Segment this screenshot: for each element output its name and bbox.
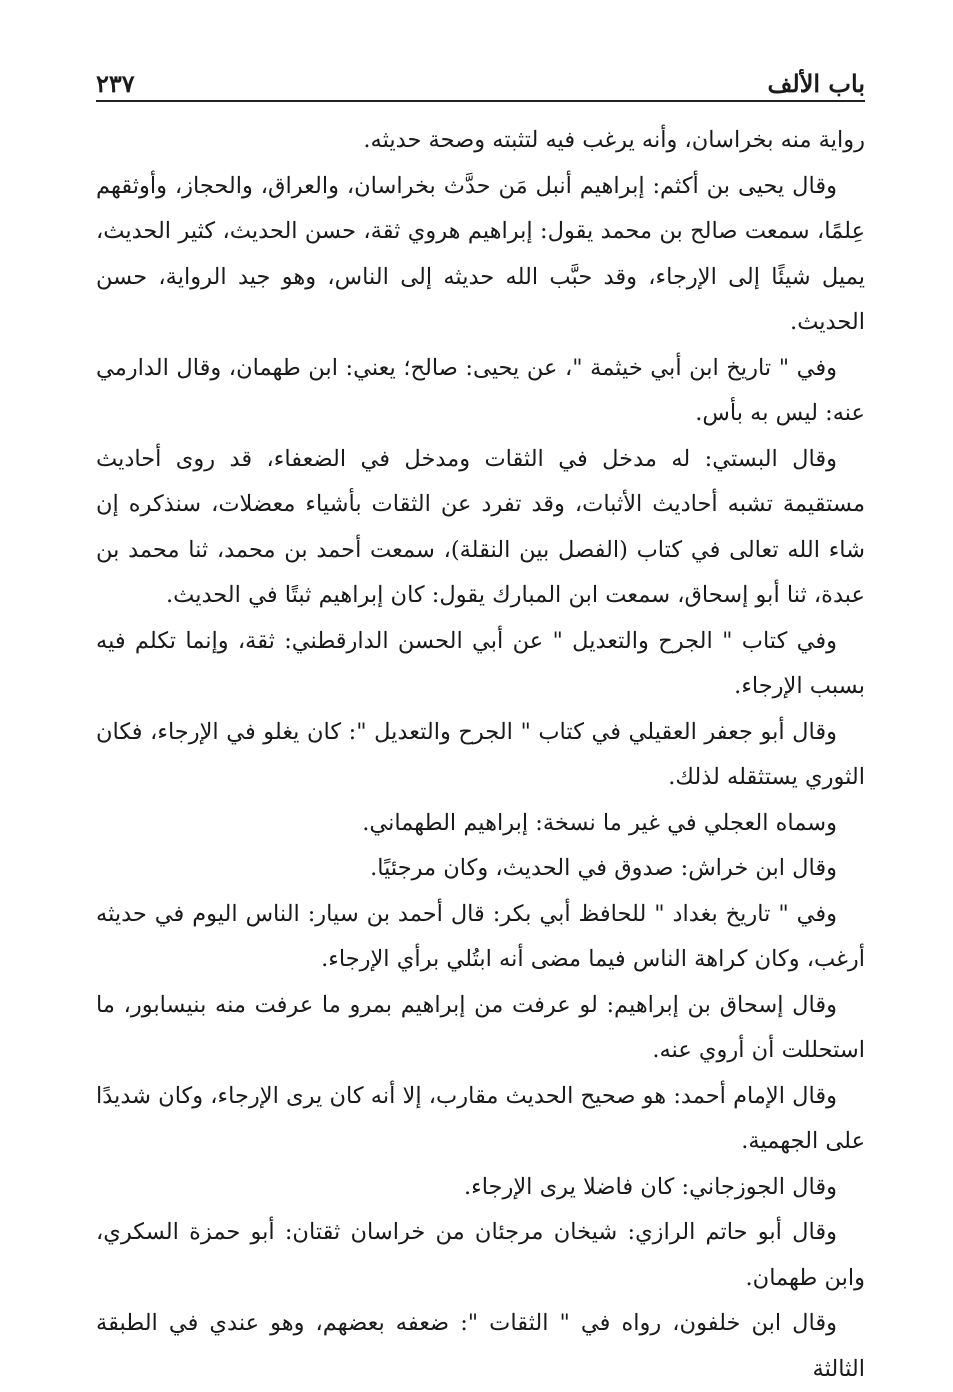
paragraph: وقال الجوزجاني: كان فاضلا يرى الإرجاء. <box>463 1173 837 1200</box>
paragraph: وقال إسحاق بن إبراهيم: لو عرفت من إبراهيم بمرو ما عرفت منه بنيسابور، ما استحللت أن أروي عنه. <box>96 991 865 1063</box>
paragraph: وفي كتاب " الجرح والتعديل " عن أبي الحسن الدارقطني: ثقة، وإنما تكلم فيه بسبب الإرجاء. <box>96 627 865 699</box>
paragraph: وقال ابن خراش: صدوق في الحديث، وكان مرجئيًا. <box>370 855 837 881</box>
paragraph: وقال البستي: له مدخل في الثقات ومدخل في الضعفاء، قد روى أحاديث مستقيمة تشبه أحاديث الأثبات، وقد تفرد عن الثقات بأشياء معضلات، سنذكره إن شاء الله تعالى في كتاب (الفصل بين النقلة)، سمعت أحمد بن محمد، ثنا محمد بن عبدة، ثنا أبو إسحاق، سمعت ابن المبارك يقول: كان إبراهيم ثبتًا في الحديث. <box>96 445 865 608</box>
body-text <box>96 118 865 1392</box>
paragraph: وقال أبو جعفر العقيلي في كتاب " الجرح والتعديل ": كان يغلو في الإرجاء، فكان الثوري يستثقله لذلك. <box>96 718 865 790</box>
paragraph: رواية منه بخراسان، وأنه يرغب فيه لتثبته وصحة حديثه. <box>363 127 865 153</box>
chapter-title: باب الألف <box>767 69 865 98</box>
header-divider <box>96 100 865 102</box>
page-header <box>96 58 865 98</box>
paragraph: وقال أبو حاتم الرازي: شيخان مرجئان من خراسان ثقتان: أبو حمزة السكري، وابن طهمان. <box>96 1219 865 1291</box>
paragraph: وفي " تاريخ بغداد " للحافظ أبي بكر: قال أحمد بن سيار: الناس اليوم في حديثه أرغب، وكان كراهة الناس فيما مضى أنه ابتُلي برأي الإرجاء. <box>96 900 865 972</box>
paragraph: وسماه العجلي في غير ما نسخة: إبراهيم الطهماني. <box>362 809 837 836</box>
paragraph: وقال ابن خلفون، رواه في " الثقات ": ضعفه بعضهم، وهو عندي في الطبقة الثالثة <box>96 1310 865 1382</box>
page-number: ٢٣٧ <box>96 69 135 98</box>
paragraph: وفي " تاريخ ابن أبي خيثمة "، عن يحيى: صالح؛ يعني: ابن طهمان، وقال الدارمي عنه: ليس به بأس. <box>96 354 865 426</box>
paragraph: وقال الإمام أحمد: هو صحيح الحديث مقارب، إلا أنه كان يرى الإرجاء، وكان شديدًا على الجهمية. <box>96 1082 865 1154</box>
paragraph: وقال يحيى بن أكثم: إبراهيم أنبل مَن حدَّث بخراسان، والعراق، والحجاز، وأوثقهم عِلمًا، سمعت صالح بن محمد يقول: إبراهيم هروي ثقة، حسن الحديث، كثير الحديث، يميل شيئًا إلى الإرجاء، وقد حبَّب الله حديثه إلى الناس، وهو جيد الرواية، حسن الحديث. <box>96 172 865 335</box>
